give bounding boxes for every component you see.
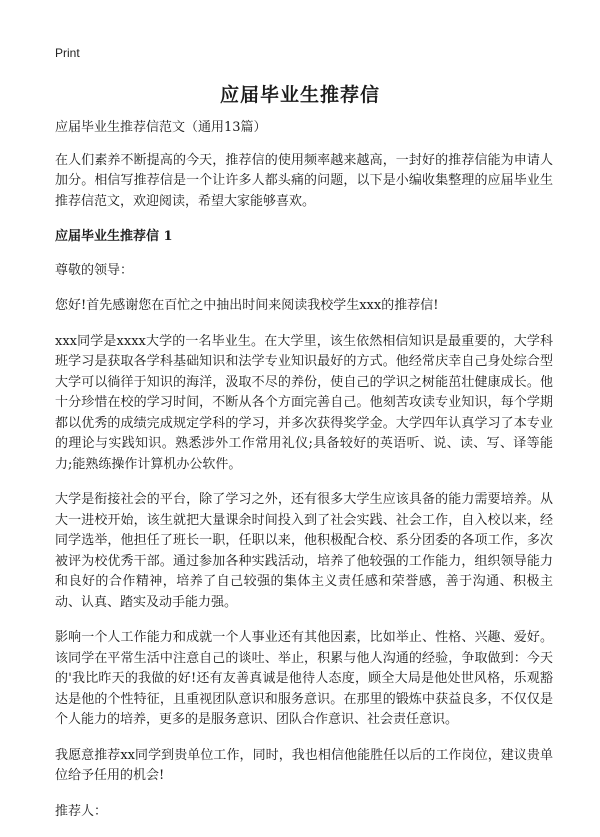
document-body (55, 118, 553, 837)
section-heading: 应届毕业生推荐信 1 (55, 229, 173, 244)
body-paragraph: xxx同学是xxxx大学的一名毕业生。在大学里，该生依然相信知识是最重要的，大学科班学习是获取各学科基础知识和法学专业知识最好的方式。他经常庆幸自己身处综合型大学可以徜徉于知识的海洋，汲取不尽的养份，使自己的学识之树能茁壮健康成长。他十分珍惜在校的学习时间，不断从各个方面完善自己。他刻苦攻读专业知识，每个学期都以优秀的成绩完成规定学科的学习，并多次获得奖学金。大学四年认真学习了本专业的理论与实践知识。熟悉涉外工作常用礼仪;具备较好的英语听、说、读、写、译等能力;能熟练操作计算机办公软件。 (55, 333, 553, 472)
salutation: 尊敬的领导： (55, 262, 134, 278)
print-link[interactable]: Print (55, 46, 80, 60)
signoff: 推荐人： (55, 803, 108, 819)
document-subtitle: 应届毕业生推荐信范文（通用13篇） (55, 120, 267, 135)
body-paragraph: 大学是衔接社会的平台，除了学习之外，还有很多大学生应该具备的能力需要培养。从大一进校开始，该生就把大量课余时间投入到了社会实践、社会工作，自入校以来，经同学选举，他担任了班长一职，任职以来，他积极配合校、系分团委的各项工作，多次被评为校优秀干部。通过参加各种实践活动，培养了他较强的工作能力，组织领导能力和良好的合作精神，培养了自己较强的集体主义责任感和荣誉感，善于沟通、积极主动、认真、踏实及动手能力强。 (55, 492, 553, 610)
greeting-paragraph: 您好!首先感谢您在百忙之中抽出时间来阅读我校学生xxx的推荐信! (55, 298, 439, 313)
intro-paragraph: 在人们素养不断提高的今天，推荐信的使用频率越来越高，一封好的推荐信能为申请人加分。相信写推荐信是一个让许多人都头痛的问题，以下是小编收集整理的应届毕业生推荐信范文，欢迎阅读，希望大家能够喜欢。 (55, 152, 553, 209)
recommendation-paragraph: 我愿意推荐xx同学到贵单位工作，同时，我也相信他能胜任以后的工作岗位，建议贵单位给予任用的机会! (55, 747, 553, 783)
page-title: 应届毕业生推荐信 (219, 84, 380, 106)
body-paragraph: 影响一个人工作能力和成就一个人事业还有其他因素，比如举止、性格、兴趣、爱好。该同学在平常生活中注意自己的谈吐、举止，积累与他人沟通的经验，争取做到：今天的'我比昨天的我做的好!还有友善真诚是他待人态度，顾全大局是他处世风格，乐观豁达是他的个性特征，且重视团队意识和服务意识。在那里的锻炼中获益良多，不仅仅是个人能力的培养，更多的是服务意识、团队合作意识、社会责任意识。 (55, 630, 553, 727)
